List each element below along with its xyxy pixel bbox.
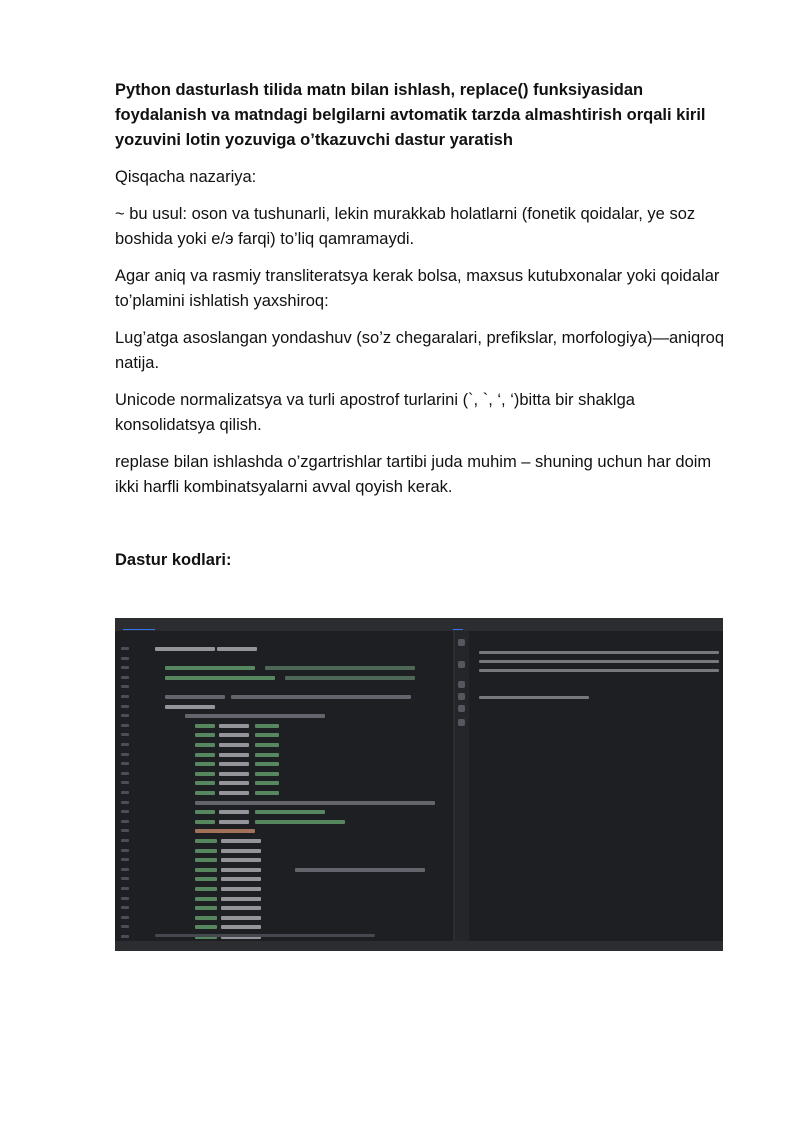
line-number — [121, 733, 129, 736]
line-number — [121, 762, 129, 765]
code-line — [219, 762, 249, 766]
code-line — [195, 820, 215, 824]
line-number — [121, 772, 129, 775]
ide-status-bar — [115, 941, 723, 951]
code-line — [195, 849, 217, 853]
code-line — [219, 772, 249, 776]
code-line — [285, 676, 415, 680]
line-number — [121, 858, 129, 861]
document-title: Python dasturlash tilida matn bilan ishlash, replace() funksiyasidan foydalanish va matndagi belgilarni avtomatik tarzda almashtirish orqali kiril yozuvini lotin yozuviga o’tkazuvchi dastur yaratish — [115, 81, 706, 149]
toolbar-icon[interactable] — [458, 661, 465, 668]
code-line — [221, 925, 261, 929]
code-line — [195, 733, 215, 737]
code-screenshot — [115, 618, 723, 951]
line-number — [121, 801, 129, 804]
line-number — [121, 753, 129, 756]
line-number — [121, 781, 129, 784]
code-line — [195, 772, 215, 776]
line-number — [121, 695, 129, 698]
paragraph-dictionary: Lug’atga asoslangan yondashuv (so’z chegaralari, prefikslar, morfologiya)—aniqroq natija. — [115, 329, 725, 372]
code-line — [255, 762, 279, 766]
code-line — [221, 897, 261, 901]
code-line — [195, 762, 215, 766]
line-number — [121, 849, 129, 852]
toolbar-icon[interactable] — [458, 639, 465, 646]
code-line — [255, 781, 279, 785]
console-line — [479, 651, 719, 654]
code-line — [221, 849, 261, 853]
paragraph-replace-order: replase bilan ishlashda o’zgartrishlar tartibi juda muhim – shuning uchun har doim ikki harfli kombinatsyalarni avval qoyish kerak. — [115, 453, 712, 496]
line-number — [121, 724, 129, 727]
code-line — [195, 753, 215, 757]
line-number — [121, 743, 129, 746]
code-line — [195, 743, 215, 747]
code-line — [255, 733, 279, 737]
line-number — [121, 676, 129, 679]
code-line — [195, 877, 217, 881]
code-editor — [135, 631, 453, 941]
line-number — [121, 868, 129, 871]
run-toolbar — [455, 631, 469, 951]
code-line — [219, 743, 249, 747]
code-line — [255, 820, 345, 824]
code-line — [255, 810, 325, 814]
code-line — [195, 868, 217, 872]
code-line — [219, 820, 249, 824]
editor-tab-icon — [123, 620, 155, 630]
code-line — [195, 906, 217, 910]
code-line — [195, 829, 255, 833]
line-number — [121, 657, 129, 660]
code-line — [195, 858, 217, 862]
horizontal-scrollbar — [155, 934, 375, 937]
toolbar-icon[interactable] — [458, 719, 465, 726]
code-line — [219, 791, 249, 795]
run-tab-icon — [453, 620, 463, 630]
line-number — [121, 839, 129, 842]
line-number — [121, 935, 129, 938]
code-line — [255, 753, 279, 757]
toolbar-icon[interactable] — [458, 693, 465, 700]
code-line — [155, 647, 215, 651]
code-line — [219, 753, 249, 757]
code-line — [219, 810, 249, 814]
line-number — [121, 647, 129, 650]
code-line — [295, 868, 425, 872]
line-number — [121, 666, 129, 669]
line-number — [121, 714, 129, 717]
line-number — [121, 877, 129, 880]
line-number — [121, 916, 129, 919]
code-line — [185, 714, 325, 718]
console-line — [479, 660, 719, 663]
line-number — [121, 820, 129, 823]
code-line — [219, 781, 249, 785]
paragraph-theory-label: Qisqacha nazariya: — [115, 168, 257, 186]
document-body — [115, 78, 725, 586]
code-line — [195, 839, 217, 843]
code-line — [221, 868, 261, 872]
code-line — [195, 925, 217, 929]
code-line — [221, 858, 261, 862]
code-line — [165, 666, 255, 670]
code-line — [195, 887, 217, 891]
line-number — [121, 897, 129, 900]
line-number — [121, 887, 129, 890]
code-line — [255, 743, 279, 747]
paragraph-unicode: Unicode normalizatsya va turli apostrof turlarini (`, `, ‘, ‘)bitta bir shaklga konsolidatsya qilish. — [115, 391, 635, 434]
code-line — [221, 916, 261, 920]
code-line — [221, 887, 261, 891]
line-number — [121, 791, 129, 794]
code-line — [195, 810, 215, 814]
line-number — [121, 829, 129, 832]
paragraph-method: ~ bu usul: oson va tushunarli, lekin murakkab holatlarni (fonetik qoidalar, ye soz boshida yoki e/э farqi) to’liq qamramaydi. — [115, 205, 696, 248]
console-line — [479, 669, 719, 672]
toolbar-icon[interactable] — [458, 681, 465, 688]
code-line — [195, 801, 435, 805]
console-line — [479, 696, 589, 699]
console-tab-icon — [477, 620, 497, 629]
code-line — [255, 791, 279, 795]
code-line — [195, 791, 215, 795]
code-line — [195, 724, 215, 728]
line-number — [121, 705, 129, 708]
code-line — [195, 781, 215, 785]
line-number — [121, 810, 129, 813]
paragraph-libraries: Agar aniq va rasmiy transliteratsya kerak bolsa, maxsus kutubxonalar yoki qoidalar to’plamini ishlatish yaxshiroq: — [115, 267, 720, 310]
code-line — [231, 695, 411, 699]
code-line — [255, 772, 279, 776]
toolbar-icon[interactable] — [458, 705, 465, 712]
code-line — [165, 705, 215, 709]
code-line — [219, 733, 249, 737]
code-heading: Dastur kodlari: — [115, 551, 232, 569]
code-line — [165, 695, 225, 699]
line-number — [121, 906, 129, 909]
code-line — [195, 916, 217, 920]
code-line — [217, 647, 257, 651]
run-console — [469, 631, 723, 951]
ide-tab-bar — [115, 618, 723, 631]
code-line — [165, 676, 275, 680]
editor-gutter — [115, 631, 135, 951]
code-line — [221, 839, 261, 843]
code-line — [221, 906, 261, 910]
code-line — [219, 724, 249, 728]
line-number — [121, 685, 129, 688]
code-line — [195, 897, 217, 901]
code-line — [221, 877, 261, 881]
line-number — [121, 925, 129, 928]
code-line — [265, 666, 415, 670]
code-line — [255, 724, 279, 728]
